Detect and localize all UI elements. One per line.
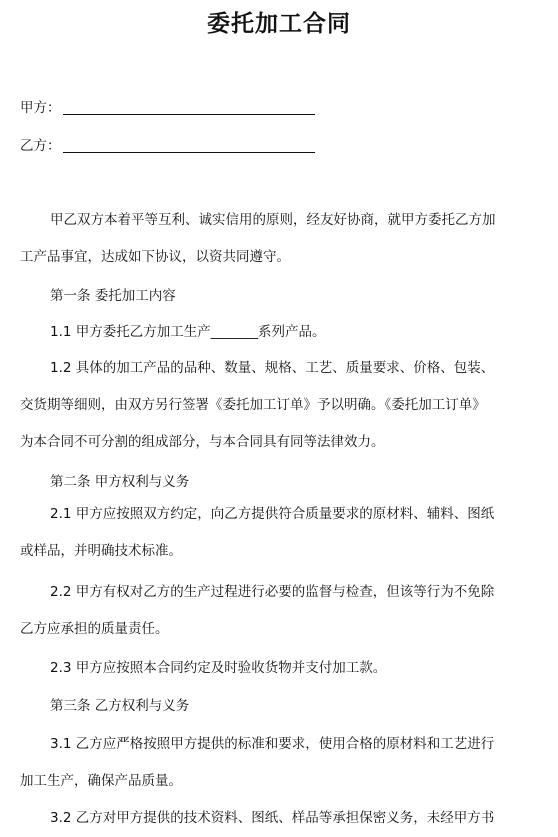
party-b-blank[interactable] bbox=[63, 151, 315, 153]
preamble-line-1: 甲乙双方本着平等互利、诚实信用的原则，经友好协商，就甲方委托乙方加 bbox=[50, 212, 496, 228]
clause-2-1-line-2: 或样品，并明确技术标准。 bbox=[20, 543, 182, 559]
clause-3-1-line-2: 加工生产，确保产品质量。 bbox=[20, 773, 182, 789]
document-title: 委托加工合同 bbox=[207, 11, 351, 37]
clause-2-1 bbox=[20, 496, 522, 570]
clause-2-2-line-2: 乙方应承担的质量责任。 bbox=[20, 621, 169, 637]
clause-1-2-line-2: 交货期等细则，由双方另行签署《委托加工订单》予以明确。《委托加工订单》 bbox=[20, 397, 486, 413]
preamble-line-2: 工产品事宜，达成如下协议，以资共同遵守。 bbox=[20, 249, 290, 265]
clause-2-2-line-1: 2.2 甲方有权对乙方的生产过程进行必要的监督与检查，但该等行为不免除 bbox=[50, 584, 495, 600]
clause-3-1 bbox=[20, 726, 522, 800]
clause-1-2-line-3: 为本合同不可分割的组成部分，与本合同具有同等法律效力。 bbox=[20, 434, 385, 450]
clause-3-1-line-1: 3.1 乙方应严格按照甲方提供的标准和要求，使用合格的原材料和工艺进行 bbox=[50, 736, 495, 752]
party-a-line bbox=[20, 96, 315, 118]
clause-1-2 bbox=[20, 350, 522, 461]
clause-2-3: 2.3 甲方应按照本合同约定及时验收货物并支付加工款。 bbox=[50, 660, 387, 676]
article-2-heading: 第二条 甲方权利与义务 bbox=[50, 474, 190, 490]
clause-1-2-line-1: 1.2 具体的加工产品的品种、数量、规格、工艺、质量要求、价格、包装、 bbox=[50, 360, 495, 376]
clause-2-1-line-1: 2.1 甲方应按照双方约定，向乙方提供符合质量要求的原材料、辅料、图纸 bbox=[50, 506, 495, 522]
party-b-line bbox=[20, 134, 315, 156]
clause-3-2-line-1: 3.2 乙方对甲方提供的技术资料、图纸、样品等承担保密义务，未经甲方书 bbox=[50, 810, 495, 826]
article-1-heading: 第一条 委托加工内容 bbox=[50, 288, 176, 304]
clause-3-2 bbox=[20, 800, 522, 837]
party-a-blank[interactable] bbox=[63, 113, 315, 115]
party-a-label: 甲方： bbox=[20, 100, 61, 116]
clause-1-1: 1.1 甲方委托乙方加工生产_______系列产品。 bbox=[50, 324, 326, 340]
clause-2-2 bbox=[20, 574, 522, 648]
article-3-heading: 第三条 乙方权利与义务 bbox=[50, 698, 190, 714]
preamble-paragraph bbox=[20, 202, 522, 276]
party-b-label: 乙方： bbox=[20, 138, 61, 154]
